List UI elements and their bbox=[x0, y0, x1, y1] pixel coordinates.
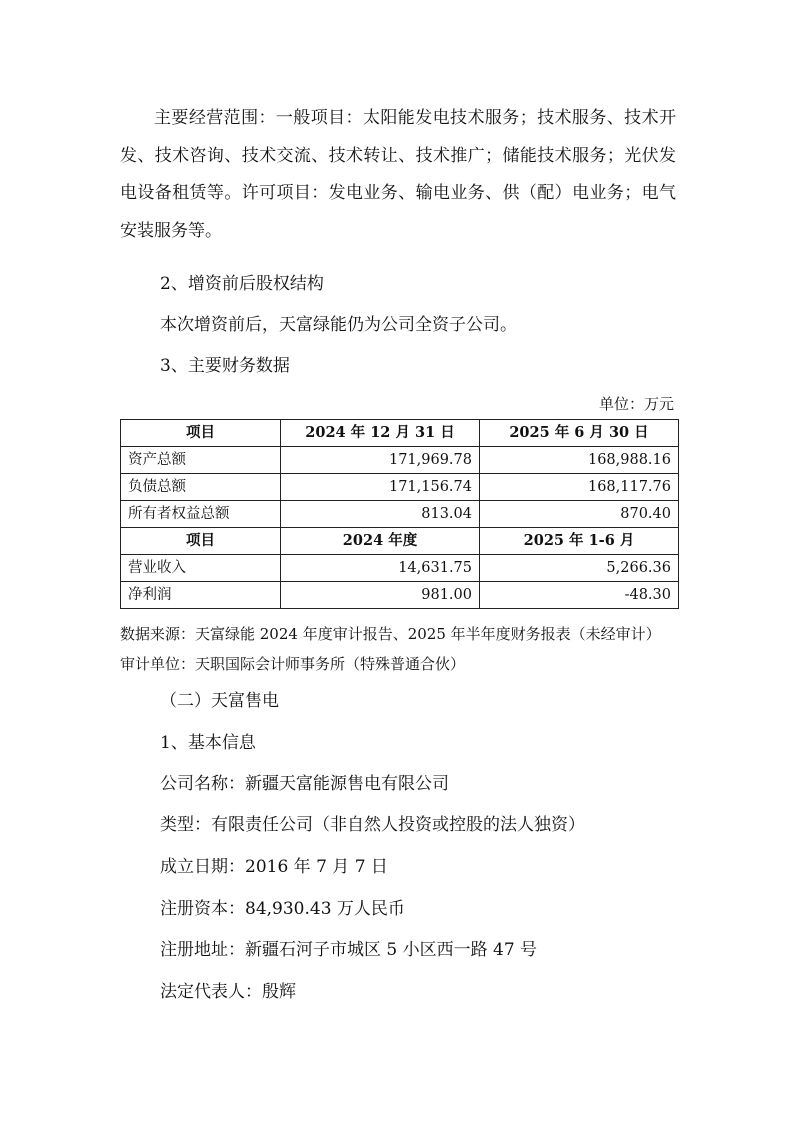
row-value: 5,266.36 bbox=[480, 555, 679, 582]
row-value: 168,988.16 bbox=[480, 447, 679, 474]
table-header-row bbox=[121, 528, 679, 555]
table-row bbox=[121, 582, 679, 609]
row-value: 813.04 bbox=[281, 501, 480, 528]
registered-address: 注册地址：新疆石河子市城区 5 小区西一路 47 号 bbox=[160, 940, 538, 960]
header-cell: 2024 年 12 月 31 日 bbox=[281, 420, 480, 447]
header-cell: 2025 年 1-6 月 bbox=[480, 528, 679, 555]
company-type: 类型：有限责任公司（非自然人投资或控股的法人独资） bbox=[160, 815, 585, 835]
header-cell: 2024 年度 bbox=[281, 528, 480, 555]
founded-date: 成立日期：2016 年 7 月 7 日 bbox=[160, 857, 388, 877]
basic-info-heading: 1、基本信息 bbox=[160, 733, 256, 753]
row-value: 171,156.74 bbox=[281, 474, 480, 501]
row-value: 171,969.78 bbox=[281, 447, 480, 474]
table-row bbox=[121, 555, 679, 582]
business-scope-paragraph: 主要经营范围：一般项目：太阳能发电技术服务；技术服务、技术开发、技术咨询、技术交流、技术转让、技术推广；储能技术服务；光伏发电设备租赁等。许可项目：发电业务、输电业务、供（配）电业务；电气安装服务等。 bbox=[120, 108, 676, 241]
legal-representative: 法定代表人：殷辉 bbox=[160, 982, 296, 1002]
data-source-note: 数据来源：天富绿能 2024 年度审计报告、2025 年半年度财务报表（未经审计） bbox=[120, 625, 661, 643]
table-row bbox=[121, 447, 679, 474]
company-name: 公司名称：新疆天富能源售电有限公司 bbox=[160, 774, 449, 794]
row-label: 所有者权益总额 bbox=[121, 501, 281, 528]
table-header-row bbox=[121, 420, 679, 447]
equity-structure-text: 本次增资前后，天富绿能仍为公司全资子公司。 bbox=[160, 315, 517, 335]
header-cell: 2025 年 6 月 30 日 bbox=[480, 420, 679, 447]
row-label: 营业收入 bbox=[121, 555, 281, 582]
section-2-heading: 2、增资前后股权结构 bbox=[160, 274, 324, 294]
row-label: 负债总额 bbox=[121, 474, 281, 501]
row-label: 净利润 bbox=[121, 582, 281, 609]
row-value: 870.40 bbox=[480, 501, 679, 528]
row-value: 168,117.76 bbox=[480, 474, 679, 501]
table-row bbox=[121, 501, 679, 528]
auditor-note: 审计单位：天职国际会计师事务所（特殊普通合伙） bbox=[120, 655, 466, 673]
row-value: -48.30 bbox=[480, 582, 679, 609]
section-3-heading: 3、主要财务数据 bbox=[160, 356, 290, 376]
table-row bbox=[121, 474, 679, 501]
financial-table bbox=[120, 419, 679, 609]
row-label: 资产总额 bbox=[121, 447, 281, 474]
unit-label: 单位：万元 bbox=[598, 395, 674, 413]
header-cell: 项目 bbox=[121, 528, 281, 555]
row-value: 981.00 bbox=[281, 582, 480, 609]
registered-capital: 注册资本：84,930.43 万人民币 bbox=[160, 899, 405, 919]
header-cell: 项目 bbox=[121, 420, 281, 447]
row-value: 14,631.75 bbox=[281, 555, 480, 582]
company-2-heading: （二）天富售电 bbox=[160, 691, 279, 711]
